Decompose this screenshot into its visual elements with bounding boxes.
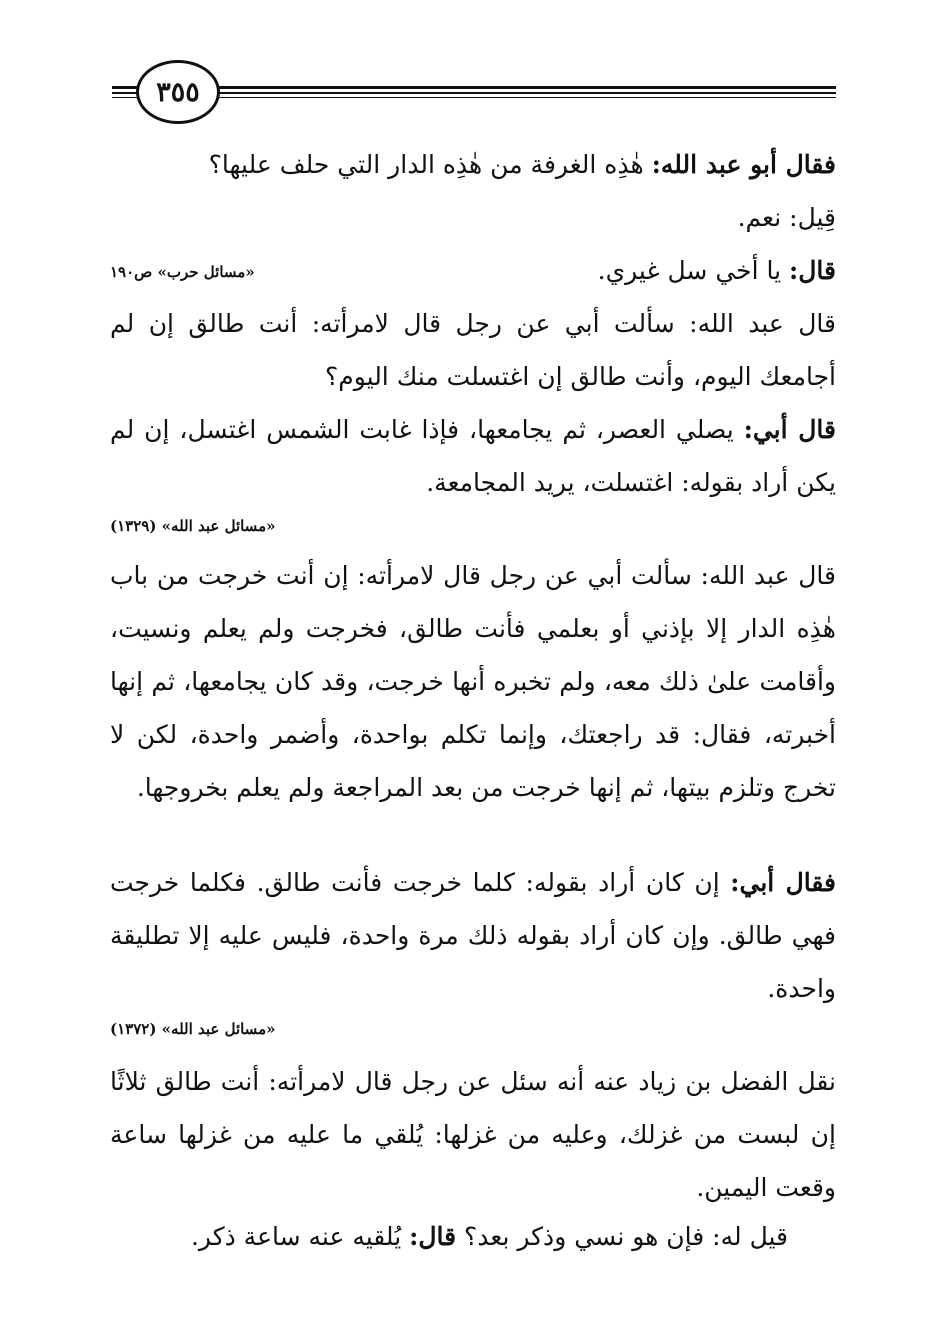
speaker-label: قال: — [409, 1222, 457, 1251]
paragraph-text: نقل الفضل بن زياد عنه أنه سئل عن رجل قال لامرأته: أنت طالق ثلاثًا إن لبست من غزلك، وعليه من غزلها: يُلقي ما عليه من غزلها ساعة وقعت اليمين. — [110, 1067, 836, 1202]
paragraph-text: قِيل: نعم. — [737, 203, 836, 232]
paragraph-9 — [110, 1210, 836, 1263]
paragraph-6 — [110, 549, 836, 814]
paragraph-8 — [110, 1055, 836, 1214]
speaker-label: قال أبي: — [743, 415, 836, 444]
paragraph-4 — [110, 297, 836, 403]
header-line-thin — [112, 97, 836, 98]
paragraph-text: يا أخي سل غيري. — [597, 256, 790, 285]
paragraph-text: قال عبد الله: سألت أبي عن رجل قال لامرأته: إن أنت خرجت من باب هٰذِه الدار إلا بإذني أو بعلمي فأنت طالق، فخرجت ولم يعلم ونسيت، وأقامت علىٰ ذلك معه، ولم تخبره أنها خرجت، وقد كان يجامعها، ثم إنها أخبرته، فقال: قد راجعتك، وإنما تكلم بواحدة، وأضمر واحدة، لكن لا تخرج وتلزم بيتها، ثم إنها خرجت من بعد المراجعة ولم يعلم بخروجها. — [110, 561, 836, 802]
header-line-mid — [112, 92, 836, 94]
paragraph-2 — [110, 191, 836, 244]
speaker-label: فقال أبي: — [730, 868, 836, 897]
paragraph-text: قال عبد الله: سألت أبي عن رجل قال لامرأته: أنت طالق إن لم أجامعك اليوم، وأنت طالق إن اغتسلت منك اليوم؟ — [110, 309, 836, 391]
paragraph-7 — [110, 856, 836, 1015]
source-citation: «مسائل عبد الله» (١٣٢٩) — [110, 517, 276, 535]
source-citation: «مسائل عبد الله» (١٣٧٢) — [110, 1020, 276, 1038]
speaker-label: فقال أبو عبد الله: — [651, 150, 836, 179]
header-line-thick — [112, 86, 836, 89]
paragraph-text: قيل له: فإن هو نسي وذكر بعد؟ — [456, 1222, 788, 1251]
paragraph-5 — [110, 403, 836, 509]
paragraph-1 — [110, 138, 836, 191]
paragraph-text: يُلقيه عنه ساعة ذكر. — [190, 1222, 410, 1251]
paragraph-text: يصلي العصر، ثم يجامعها، فإذا غابت الشمس اغتسل، إن لم يكن أراد بقوله: اغتسلت، يريد المجامعة. — [110, 415, 836, 497]
source-citation: «مسائل حرب» ص١٩٠ — [110, 263, 255, 281]
page-number: ٣٥٥ — [136, 60, 220, 124]
paragraph-text: هٰذِه الغرفة من هٰذِه الدار التي حلف عليها؟ — [208, 150, 652, 179]
paragraph-text: إن كان أراد بقوله: كلما خرجت فأنت طالق. فكلما خرجت فهي طالق. وإن كان أراد بقوله ذلك مرة واحدة، فليس عليه إلا تطليقة واحدة. — [110, 868, 836, 1003]
speaker-label: قال: — [789, 256, 836, 285]
